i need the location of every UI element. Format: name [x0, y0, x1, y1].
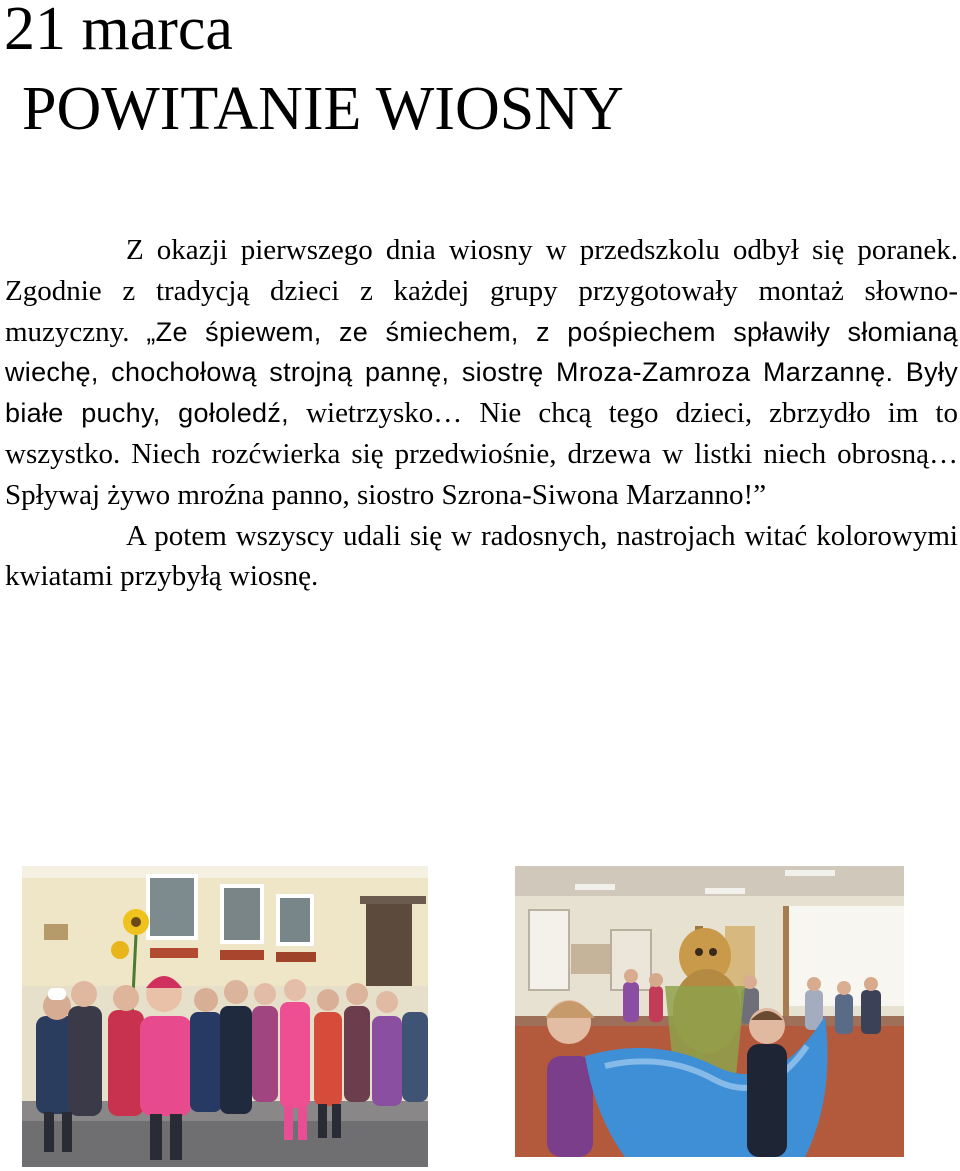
date-heading: 21 marca [4, 0, 233, 63]
paragraph-1-rest: wietrzysko… Nie chcą tego dzieci, zbrzydło im to wszystko. Niech rozćwierka się przedwiośnie, drzewa w listki niech obrosną…Spływaj żywo mroźna panno, siostro Szrona-Siwona Marzanno!” [5, 397, 958, 511]
paragraph-2: A potem wszyscy udali się w radosnych, nastrojach witać kolorowymi kwiatami przybyłą wiosnę. [5, 519, 958, 593]
photo-marzanna-indoor [515, 866, 904, 1157]
paragraph-1-intro: Z okazji pierwszego dnia wiosny w przedszkolu odbył się poranek. Zgodnie z tradycją dzieci z każdej grupy przygotowały montaż słowno-muzyczny. [5, 234, 958, 348]
page-title: POWITANIE WIOSNY [22, 75, 624, 143]
poem-quote: „Ze śpiewem, ze śmiechem, z pośpiechem spławiły słomianą wiechę, chochołową strojną pannę, siostrę Mroza-Zamroza Marzannę. Były białe puchy, gołoledź, [5, 316, 958, 429]
photo-children-outdoor [22, 866, 428, 1167]
paragraph-1 [5, 230, 958, 516]
article-body [5, 230, 958, 597]
